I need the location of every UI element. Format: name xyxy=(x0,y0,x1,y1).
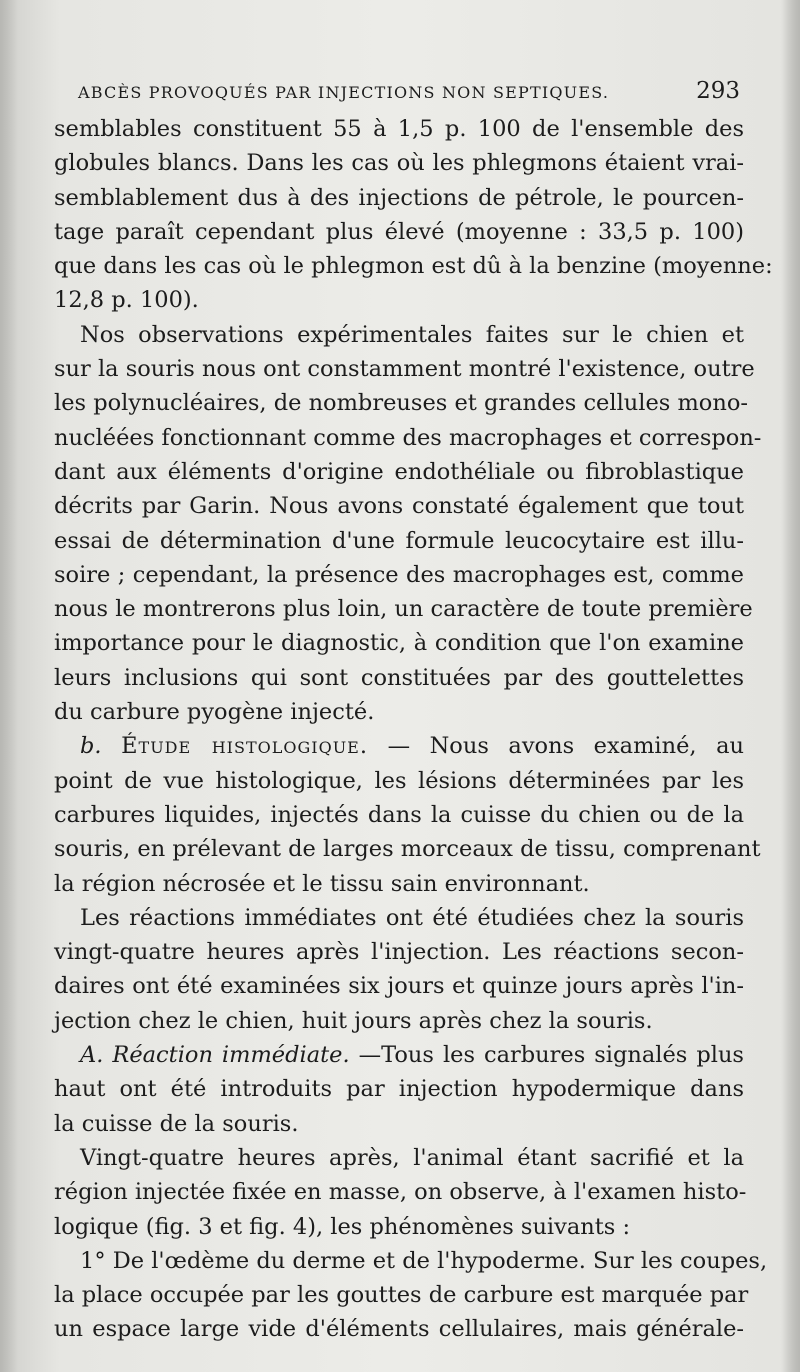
text-line: la région nécrosée et le tissu sain environnant. xyxy=(54,870,590,897)
text-line: carbures liquides, injectés dans la cuisse du chien ou de la xyxy=(54,801,744,828)
text-line: nucléées fonctionnant comme des macrophages et correspon- xyxy=(54,424,762,451)
text-line: Les réactions immédiates ont été étudiées chez la souris xyxy=(80,904,744,931)
text-line: importance pour le diagnostic, à condition que l'on examine xyxy=(54,630,744,657)
section-heading-line xyxy=(54,729,744,763)
text-line: jection chez le chien, huit jours après chez la souris. xyxy=(54,1007,653,1034)
body-text xyxy=(54,112,773,1347)
scan-shadow-right xyxy=(782,0,800,1372)
text-line: 12,8 p. 100). xyxy=(54,287,199,314)
text-line: Nos observations expérimentales faites sur le chien et xyxy=(80,321,744,348)
text-line: Vingt-quatre heures après, l'animal étant sacrifié et la xyxy=(80,1144,744,1171)
subsection-heading-line xyxy=(54,1038,744,1072)
text-line: leurs inclusions qui sont constituées par des gouttelettes xyxy=(54,664,744,691)
section-text: — Nous avons examiné, au xyxy=(368,733,744,760)
text-line: haut ont été introduits par injection hypodermique dans xyxy=(54,1076,744,1103)
text-line: semblablement dus à des injections de pétrole, le pourcen- xyxy=(54,184,744,211)
text-line: la place occupée par les gouttes de carbure est marquée par xyxy=(54,1282,749,1309)
text-line: décrits par Garin. Nous avons constaté également que tout xyxy=(54,493,744,520)
text-line: nous le montrerons plus loin, un caractère de toute première xyxy=(54,596,753,623)
page-number: 293 xyxy=(696,78,740,104)
text-line: point de vue histologique, les lésions déterminées par les xyxy=(54,767,744,794)
page-header xyxy=(78,78,740,106)
text-line: soire ; cependant, la présence des macrophages est, comme xyxy=(54,561,744,588)
text-line: la cuisse de la souris. xyxy=(54,1110,299,1137)
subsection-title: A. Réaction immédiate. xyxy=(80,1042,350,1069)
subsection-text: —Tous les carbures signalés plus xyxy=(349,1042,744,1069)
text-line: souris, en prélevant de larges morceaux de tissu, comprenant xyxy=(54,836,761,863)
text-line: 1° De l'œdème du derme et de l'hypoderme. Sur les coupes, xyxy=(80,1247,768,1274)
section-title: Étude histologique. xyxy=(121,733,369,760)
text-line: semblables constituent 55 à 1,5 p. 100 de l'ensemble des xyxy=(54,116,744,142)
section-letter: b. xyxy=(80,733,122,760)
text-line: les polynucléaires, de nombreuses et grandes cellules mono- xyxy=(54,390,748,417)
text-line: tage paraît cependant plus élevé (moyenne : 33,5 p. 100) xyxy=(54,218,744,245)
text-line: vingt-quatre heures après l'injection. Les réactions secon- xyxy=(54,939,744,966)
text-line: un espace large vide d'éléments cellulaires, mais générale- xyxy=(54,1316,744,1343)
scan-shadow-left xyxy=(0,0,18,1372)
text-line: daires ont été examinées six jours et quinze jours après l'in- xyxy=(54,973,744,1000)
text-line: du carbure pyogène injecté. xyxy=(54,699,375,726)
running-title: ABCÈS PROVOQUÉS PAR INJECTIONS NON SEPTIQUES. xyxy=(78,83,610,102)
text-line: globules blancs. Dans les cas où les phlegmons étaient vrai- xyxy=(54,150,744,177)
text-line: logique (fig. 3 et fig. 4), les phénomènes suivants : xyxy=(54,1213,631,1240)
text-line: dant aux éléments d'origine endothéliale ou fibroblastique xyxy=(54,458,744,485)
text-line: essai de détermination d'une formule leucocytaire est illu- xyxy=(54,527,744,554)
text-line: région injectée fixée en masse, on observe, à l'examen histo- xyxy=(54,1179,747,1206)
text-line: que dans les cas où le phlegmon est dû à la benzine (moyenne: xyxy=(54,253,773,280)
text-line: sur la souris nous ont constamment montré l'existence, outre xyxy=(54,356,755,383)
